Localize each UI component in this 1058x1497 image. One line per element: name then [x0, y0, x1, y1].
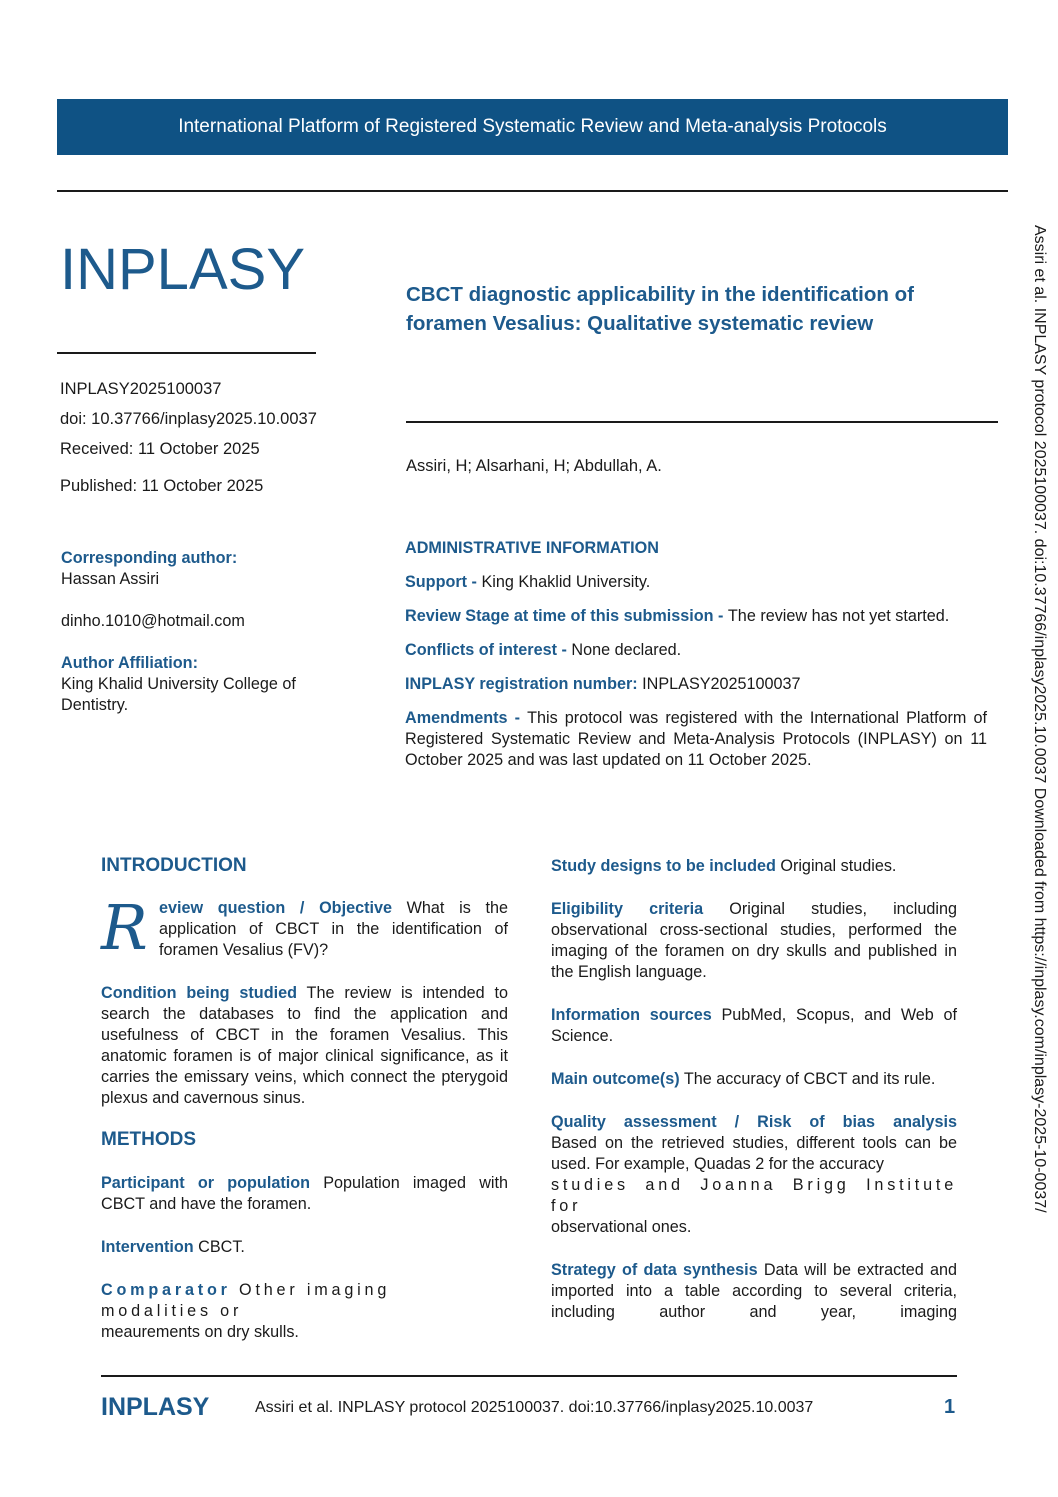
- support-row: [405, 572, 987, 593]
- study-designs-label: Study designs to be included: [551, 857, 776, 875]
- participant-para: [101, 1173, 508, 1215]
- amendments-text: This protocol was registered with the International Platform of Registered Systematic Review and Meta-Analysis Protocols (INPLASY) on 11 October 2025 and was last updated on 11 October 2025.: [405, 709, 987, 769]
- doi-text: doi: 10.37766/inplasy2025.10.0037: [60, 410, 317, 428]
- review-question-para: [101, 891, 508, 964]
- administrative-info: [405, 538, 987, 771]
- amendments-label: Amendments -: [405, 709, 528, 727]
- comparator-para: [101, 1280, 508, 1343]
- comparator-text: Other imaging modalities or: [101, 1281, 391, 1320]
- footer-citation: Assiri et al. INPLASY protocol 2025100037. doi:10.37766/inplasy2025.10.0037: [255, 1399, 814, 1416]
- condition-para: [101, 983, 508, 1109]
- corresponding-author-block: [61, 548, 341, 716]
- study-designs-para: [551, 856, 957, 877]
- conflicts-label: Conflicts of interest -: [405, 641, 572, 659]
- support-label: Support -: [405, 573, 482, 591]
- support-text: King Khaklid University.: [481, 573, 651, 591]
- comparator-text-2: meaurements on dry skulls.: [101, 1323, 299, 1341]
- eligibility-label: Eligibility criteria: [551, 900, 704, 918]
- side-citation: [1030, 225, 1058, 1325]
- registration-number-text: INPLASY2025100037: [642, 675, 801, 693]
- side-citation-text: Assiri et al. INPLASY protocol 2025100037. doi:10.37766/inplasy2025.10.0037 Downloaded from https://inplasy.com/inplasy-2025-10-0037/: [1031, 225, 1048, 1213]
- title-divider: [406, 421, 998, 423]
- introduction-heading: INTRODUCTION: [101, 855, 247, 876]
- admin-heading: ADMINISTRATIVE INFORMATION: [405, 539, 659, 557]
- participant-label: Participant or population: [101, 1174, 310, 1192]
- affiliation-label: Author Affiliation:: [61, 654, 198, 672]
- information-sources-para: [551, 1005, 957, 1047]
- intervention-label: Intervention: [101, 1238, 194, 1256]
- main-outcome-label: Main outcome(s): [551, 1070, 680, 1088]
- drop-cap: R: [101, 891, 148, 964]
- eligibility-text: Original studies, including observational cross-sectional studies, performed the imaging of the foramen on dry skulls and published in the English language.: [551, 900, 957, 981]
- review-stage-label: Review Stage at time of this submission -: [405, 607, 728, 625]
- page-number: 1: [944, 1396, 956, 1418]
- affiliation-text: King Khalid University College of Dentistry.: [61, 675, 296, 714]
- corresponding-author-email[interactable]: dinho.1010@hotmail.com: [61, 612, 245, 630]
- quality-assessment-text: Based on the retrieved studies, different tools can be used. For example, Quadas 2 for the accuracy: [551, 1134, 957, 1173]
- comparator-label: Comparator: [101, 1281, 231, 1299]
- quality-assessment-text-2: studies and Joanna Brigg Institute for: [551, 1176, 957, 1215]
- inplasy-logo: INPLASY: [60, 237, 305, 302]
- logo-divider: [57, 352, 316, 354]
- corresponding-author-name: Hassan Assiri: [61, 570, 160, 588]
- paper-title: CBCT diagnostic applicability in the identification of foramen Vesalius: Qualitative systematic review: [406, 283, 914, 335]
- intervention-text: CBCT.: [193, 1238, 245, 1256]
- conflicts-row: [405, 640, 987, 661]
- published-date: Published: 11 October 2025: [60, 477, 264, 495]
- author-list: Assiri, H; Alsarhani, H; Abdullah, A.: [406, 457, 662, 475]
- methods-heading: METHODS: [101, 1129, 196, 1150]
- right-column: [551, 856, 957, 1323]
- footer-divider: [101, 1375, 957, 1377]
- received-date: Received: 11 October 2025: [60, 440, 260, 458]
- review-stage-row: [405, 606, 987, 627]
- review-question-label: eview question / Objective: [159, 899, 392, 917]
- registration-number-row: [405, 674, 987, 695]
- synthesis-para: [551, 1260, 957, 1323]
- information-sources-label: Information sources: [551, 1006, 712, 1024]
- corresponding-author-label: Corresponding author:: [61, 549, 238, 567]
- review-stage-text: The review has not yet started.: [727, 607, 950, 625]
- main-outcome-text: The accuracy of CBCT and its rule.: [679, 1070, 936, 1088]
- main-outcome-para: [551, 1069, 957, 1090]
- quality-assessment-text-3: observational ones.: [551, 1218, 692, 1236]
- review-question-text: What is the application of CBCT in the identification of foramen Vesalius (FV)?: [159, 899, 508, 959]
- conflicts-text: None declared.: [571, 641, 682, 659]
- registration-number-label: INPLASY registration number:: [405, 675, 643, 693]
- synthesis-text: Data will be extracted and imported into a table according to several criteria, including author and year, imaging: [551, 1261, 957, 1321]
- condition-text: The review is intended to search the databases to find the application and usefulness of CBCT in the foramen Vesalius. This anatomic foramen is of major clinical significance, as it carries the emissary veins, which connect the pterygoid plexus and cavernous sinus.: [101, 984, 509, 1107]
- condition-label: Condition being studied: [101, 984, 297, 1002]
- information-sources-text: PubMed, Scopus, and Web of Science.: [551, 1006, 957, 1045]
- header-divider: [57, 190, 1008, 192]
- left-column: [101, 855, 508, 1343]
- platform-banner: International Platform of Registered Systematic Review and Meta-analysis Protocols: [57, 99, 1008, 155]
- registration-id: INPLASY2025100037: [60, 380, 222, 398]
- synthesis-label: Strategy of data synthesis: [551, 1261, 758, 1279]
- footer-logo: INPLASY: [101, 1393, 210, 1421]
- amendments-row: [405, 708, 987, 771]
- participant-text: Population imaged with CBCT and have the foramen.: [101, 1174, 508, 1213]
- intervention-para: [101, 1237, 508, 1258]
- study-designs-text: Original studies.: [775, 857, 897, 875]
- quality-assessment-label: Quality assessment / Risk of bias analysis: [551, 1113, 957, 1131]
- quality-assessment-para: [551, 1112, 957, 1238]
- eligibility-para: [551, 899, 957, 983]
